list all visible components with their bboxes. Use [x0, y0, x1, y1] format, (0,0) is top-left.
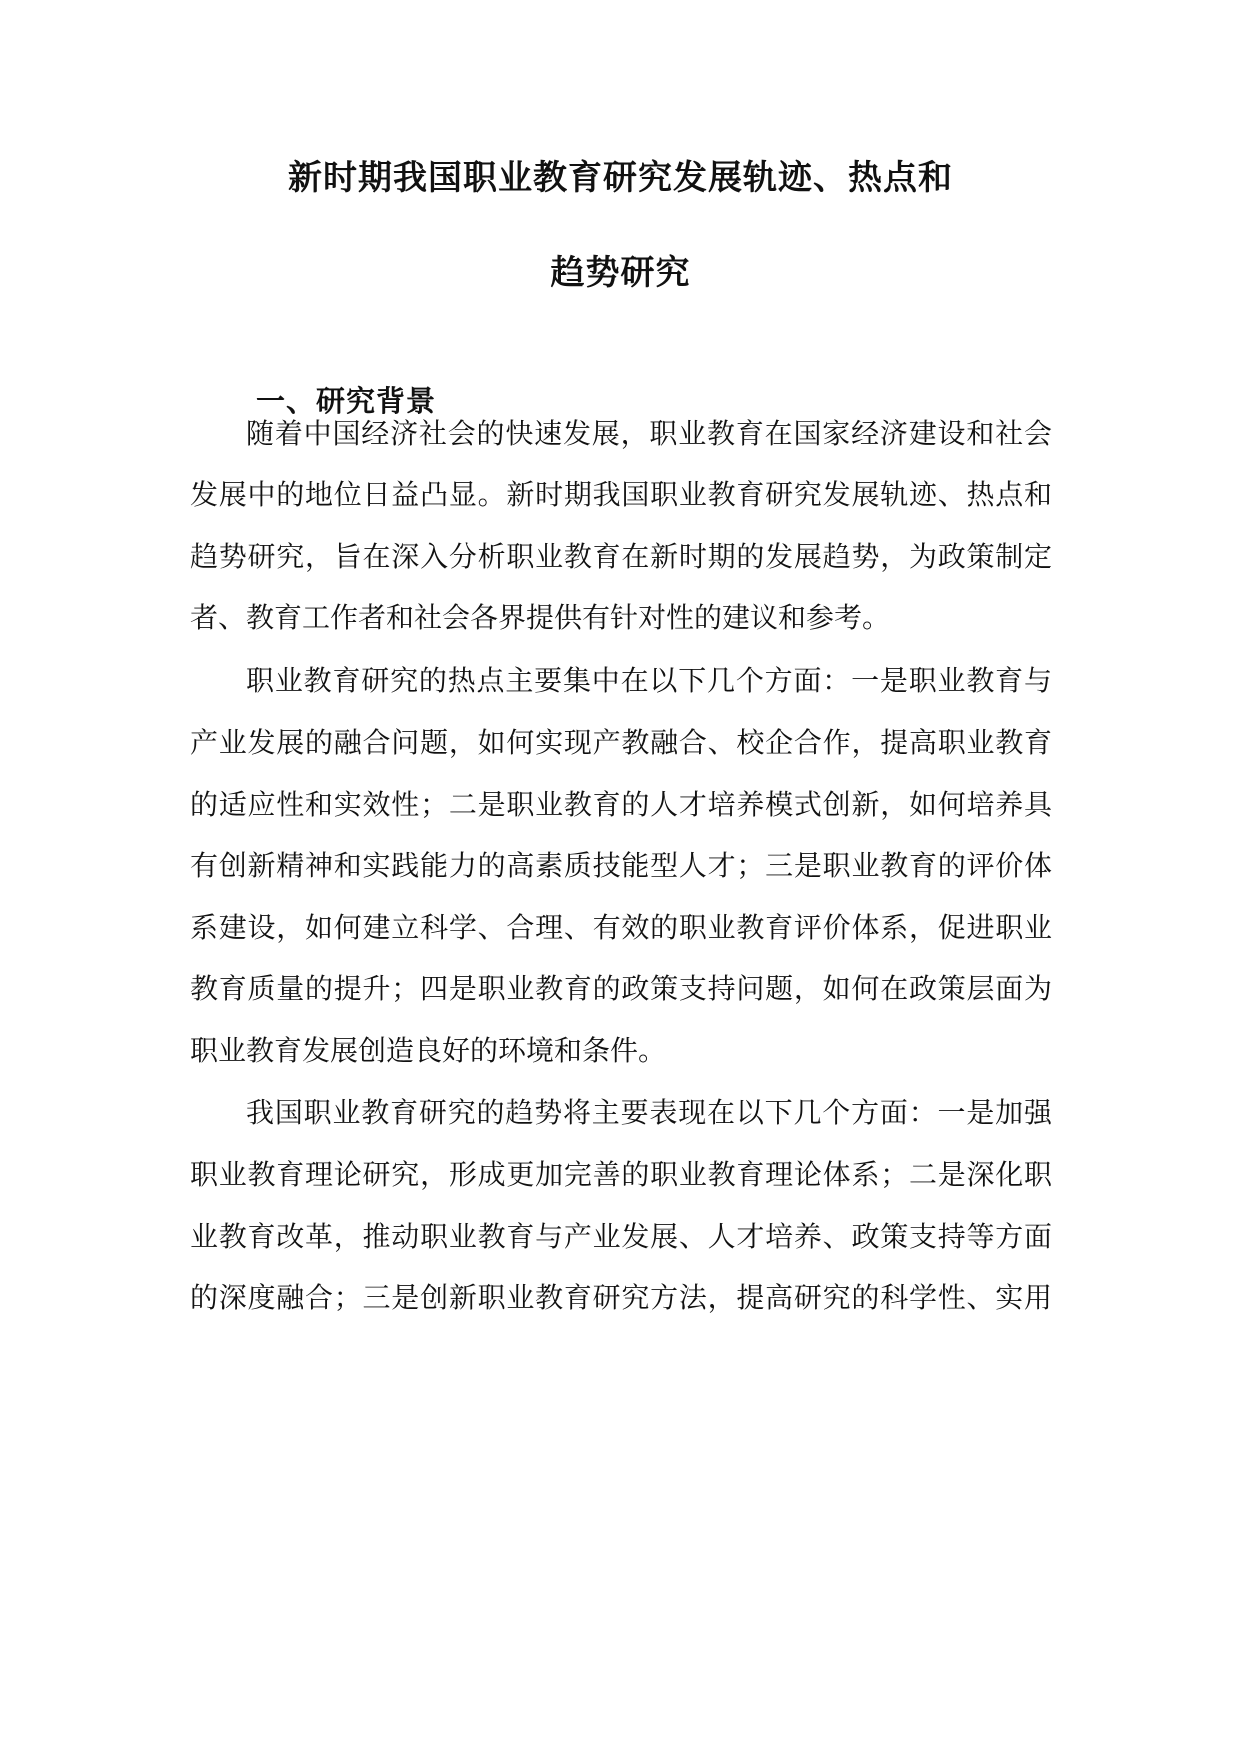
paragraph-2-line: 产业发展的融合问题，如何实现产教融合、校企合作，提高职业教育 [190, 726, 1052, 759]
paragraph-2-line: 教育质量的提升；四是职业教育的政策支持问题，如何在政策层面为 [190, 972, 1052, 1005]
paragraph-3-line: 业教育改革，推动职业教育与产业发展、人才培养、政策支持等方面 [190, 1220, 1052, 1253]
paragraph-2-line: 职业教育研究的热点主要集中在以下几个方面：一是职业教育与 [246, 664, 1052, 697]
paragraph-2-line: 的适应性和实效性；二是职业教育的人才培养模式创新，如何培养具 [190, 788, 1052, 821]
document-title-line-1: 新时期我国职业教育研究发展轨迹、热点和 [288, 158, 953, 198]
paragraph-1-line: 发展中的地位日益凸显。新时期我国职业教育研究发展轨迹、热点和 [190, 478, 1052, 511]
paragraph-3-line: 职业教育理论研究，形成更加完善的职业教育理论体系；二是深化职 [190, 1158, 1052, 1191]
paragraph-1-line: 随着中国经济社会的快速发展，职业教育在国家经济建设和社会 [246, 417, 1052, 450]
paragraph-1-line: 者、教育工作者和社会各界提供有针对性的建议和参考。 [190, 601, 891, 634]
paragraph-2-line: 有创新精神和实践能力的高素质技能型人才；三是职业教育的评价体 [190, 849, 1052, 882]
paragraph-3-line: 的深度融合；三是创新职业教育研究方法，提高研究的科学性、实用 [190, 1281, 1052, 1314]
paragraph-2-line: 系建设，如何建立科学、合理、有效的职业教育评价体系，促进职业 [190, 911, 1052, 944]
paragraph-3-line: 我国职业教育研究的趋势将主要表现在以下几个方面：一是加强 [246, 1096, 1052, 1129]
document-title-line-2: 趋势研究 [550, 253, 691, 293]
section-heading: 一、研究背景 [256, 384, 437, 418]
paragraph-1-line: 趋势研究，旨在深入分析职业教育在新时期的发展趋势，为政策制定 [190, 540, 1052, 573]
paragraph-2-line: 职业教育发展创造良好的环境和条件。 [190, 1034, 667, 1067]
